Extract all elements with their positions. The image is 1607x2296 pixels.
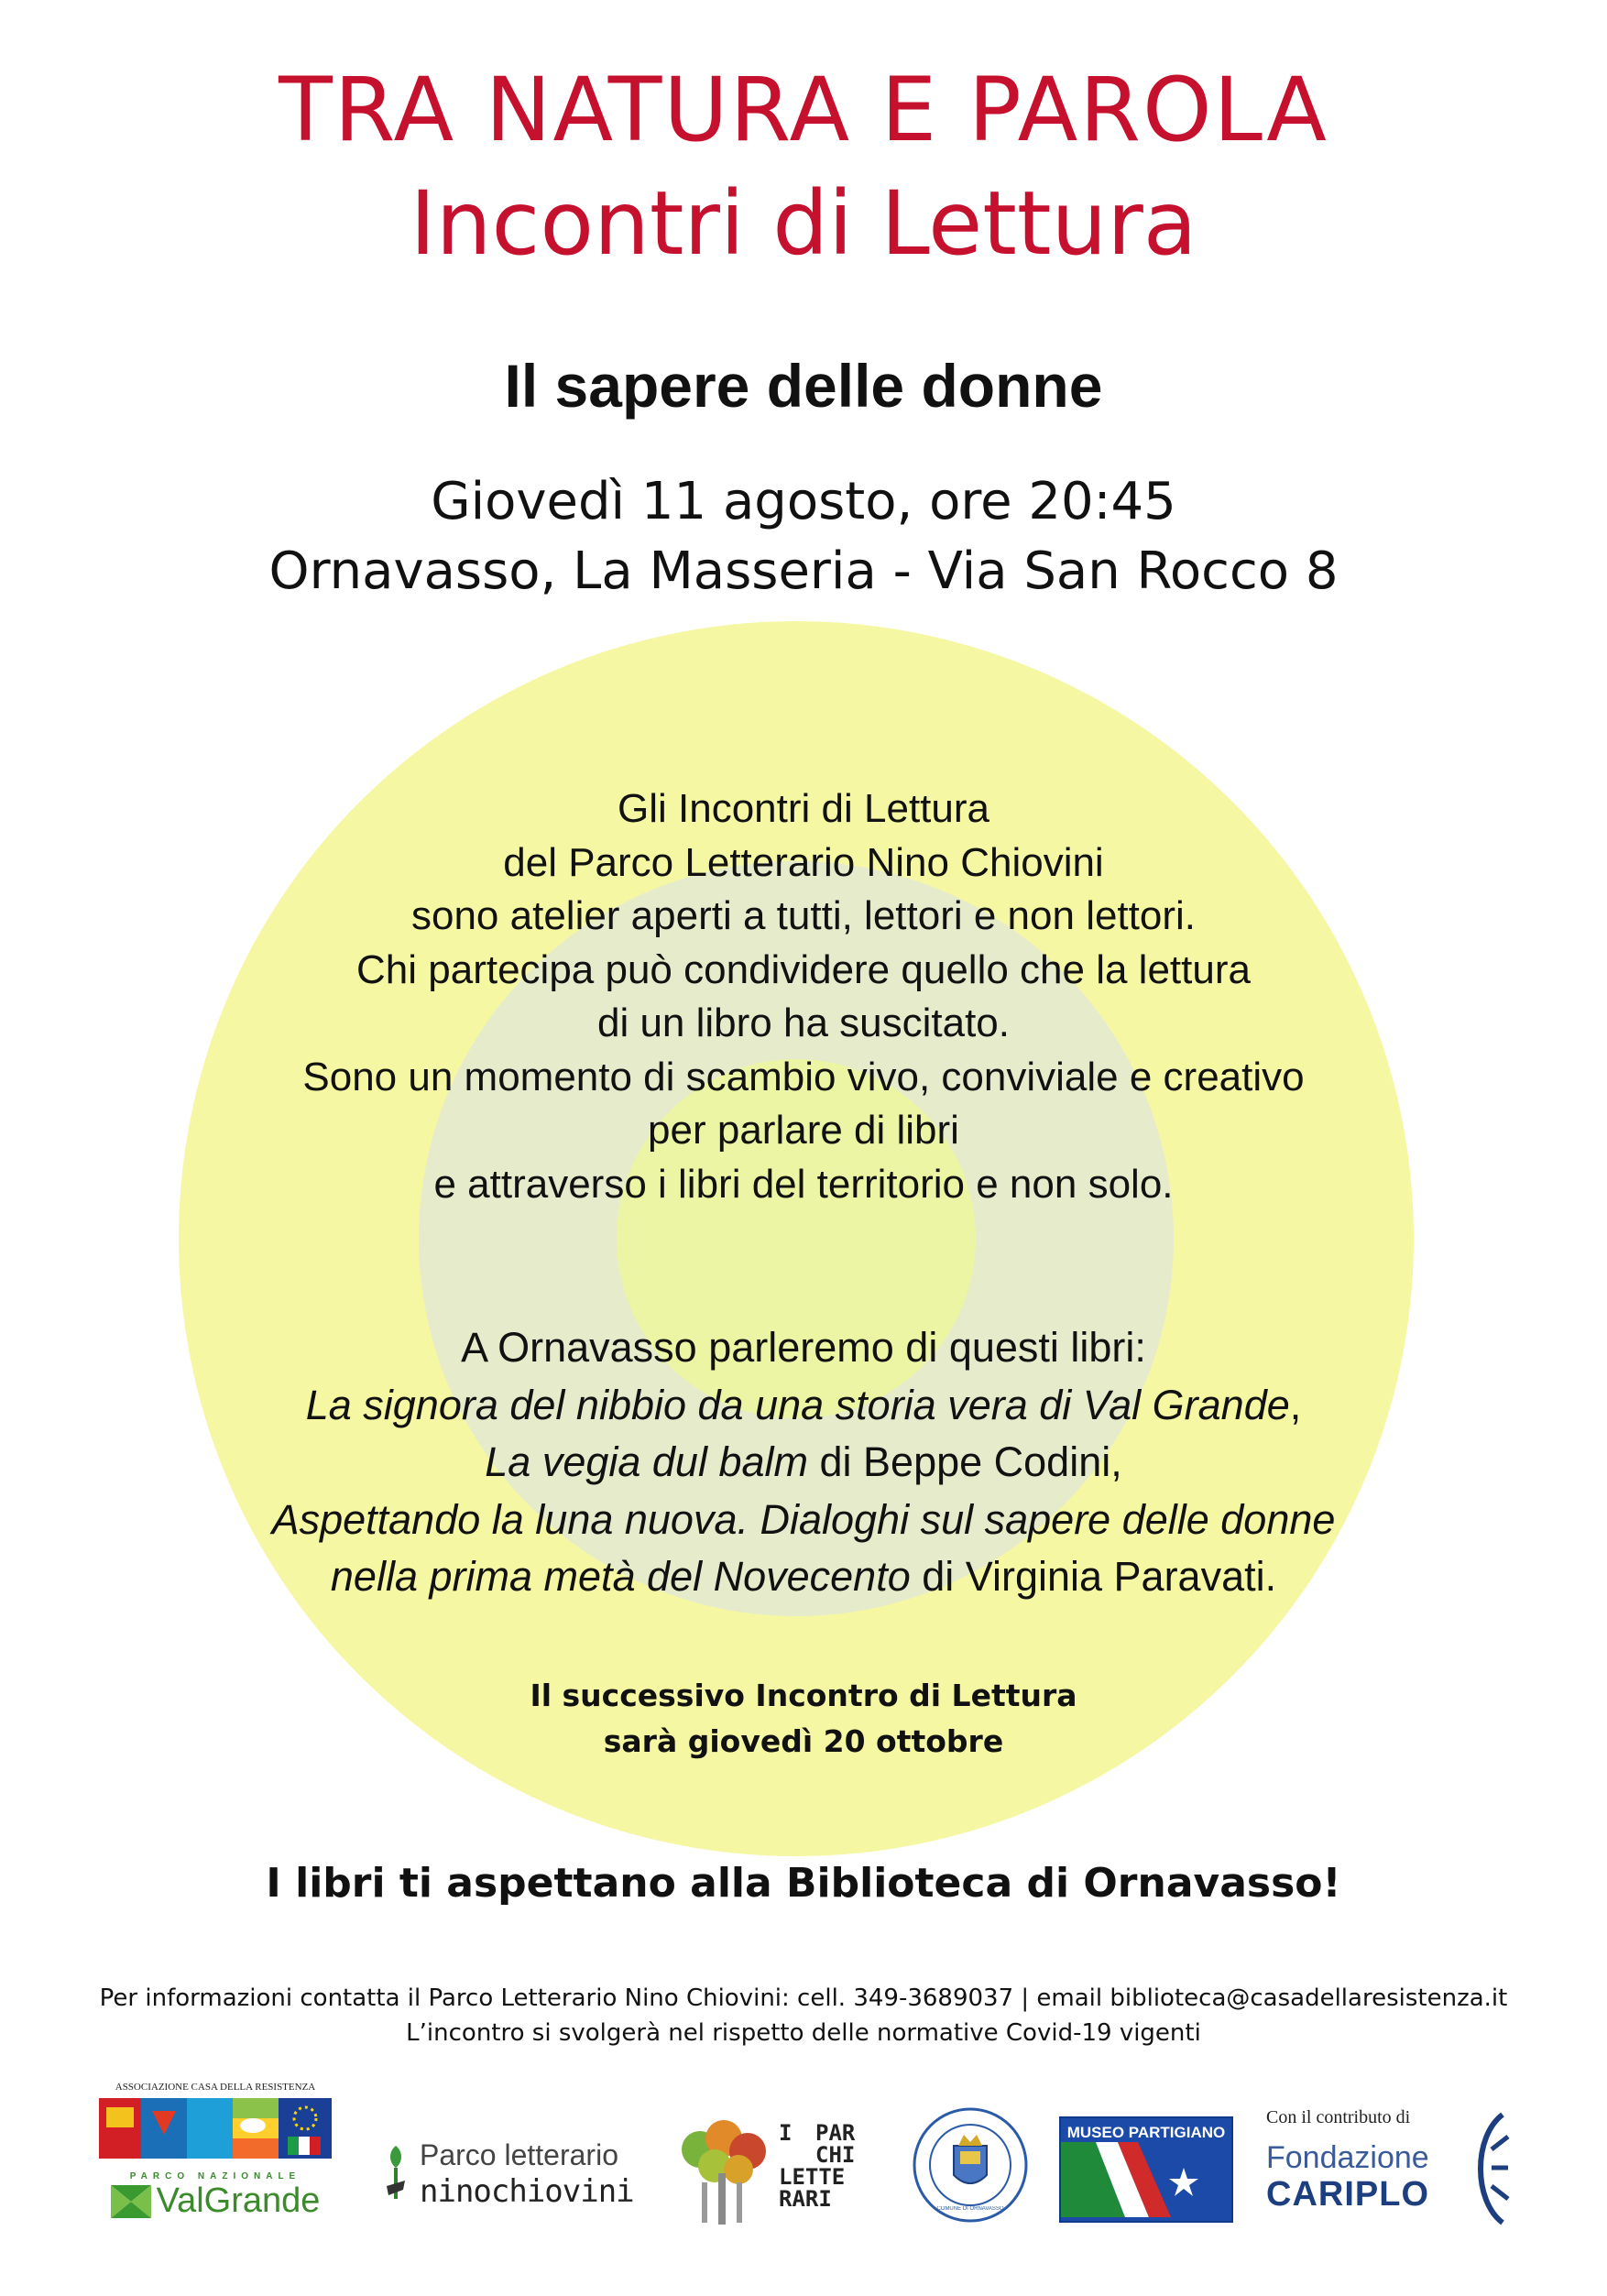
flag-star-icon (1061, 2142, 1231, 2217)
intro-line: Gli Incontri di Lettura (618, 786, 989, 831)
books-paragraph (0, 1319, 1607, 1606)
contact-info (0, 1981, 1607, 2050)
parchi-letterari-word: RARI (779, 2186, 832, 2212)
valgrande-row (99, 2181, 332, 2221)
parco-letterario-label: Parco letterario (420, 2138, 618, 2171)
book-line-tail: , (1289, 1381, 1302, 1428)
casa-resistenza-logo (99, 2082, 332, 2252)
event-place: Ornavasso, La Masseria - Via San Rocco 8 (268, 541, 1339, 601)
intro-line: del Parco Letterario Nino Chiovini (503, 839, 1104, 885)
comune-seal-label: COMUNE DI ORNAVASSO (936, 2206, 1004, 2212)
book-author: di Beppe Codini, (808, 1438, 1122, 1485)
tree-icon (674, 2118, 770, 2226)
parco-letterario-chiovini-logo (383, 2135, 649, 2217)
closing-line: I libri ti aspettano alla Biblioteca di Ornavasso! (266, 1860, 1341, 1907)
intro-line: e attraverso i libri del territorio e non solo. (433, 1161, 1174, 1207)
intro-line: Sono un momento di scambio vivo, conviviale e creativo (302, 1054, 1305, 1099)
books-lead: A Ornavasso parleremo di questi libri: (461, 1324, 1146, 1371)
poster-subtitle: Incontri di Lettura (410, 172, 1197, 275)
fondazione-label: Fondazione (1266, 2140, 1429, 2175)
book-title: La vegia dul balm (485, 1438, 808, 1485)
book-author: di Virginia Paravati. (910, 1553, 1277, 1600)
comune-ornavasso-seal (913, 2107, 1028, 2223)
next-meeting-line: Il successivo Incontro di Lettura (530, 1678, 1077, 1713)
intro-line: sono atelier aperti a tutti, lettori e non lettori. (410, 893, 1197, 938)
intro-line: per parlare di libri (648, 1108, 959, 1153)
book-line (0, 1492, 1607, 1549)
contributo-label: Con il contributo di (1266, 2107, 1411, 2127)
book-line (0, 1434, 1607, 1492)
next-meeting-line: sarà giovedì 20 ottobre (603, 1723, 1004, 1759)
parchi-letterari-word: LETTE (779, 2164, 846, 2190)
book-title: La signora del nibbio da una storia vera di Val Grande (305, 1381, 1290, 1428)
event-date: Giovedì 11 agosto, ore 20:45 (431, 472, 1176, 531)
valgrande-logo (99, 2171, 332, 2221)
next-meeting (0, 1673, 1607, 1765)
museo-label: MUSEO PARTIGIANO (1066, 2124, 1226, 2141)
event-topic: Il sapere delle donne (504, 352, 1103, 420)
parchi-letterari-word: PAR (815, 2120, 856, 2146)
cariplo-mark-icon (1460, 2109, 1514, 2228)
book-line (0, 1377, 1607, 1435)
leaf-figure-icon (383, 2142, 409, 2206)
parchi-letterari-word: CHI (815, 2142, 856, 2168)
parchi-letterari-text (779, 2122, 855, 2210)
covid-note: L’incontro si svolgerà nel rispetto delle normative Covid-19 vigenti (406, 2019, 1201, 2047)
parco-nazionale-label: PARCO NAZIONALE (129, 2171, 301, 2181)
nino-chiovini-label: ninochiovini (420, 2173, 634, 2210)
parchi-letterari-logo (674, 2118, 891, 2228)
cariplo-label: CARIPLO (1266, 2175, 1429, 2214)
museo-partigiano-logo (1059, 2116, 1233, 2223)
contact-line: Per informazioni contatta il Parco Letterario Nino Chiovini: cell. 349-3689037 | email biblioteca@casadellaresistenza.it (99, 1984, 1508, 2012)
intro-line: di un libro ha suscitato. (596, 1000, 1011, 1045)
book-line (0, 1548, 1607, 1606)
intro-paragraph (0, 782, 1607, 1211)
intro-line: Chi partecipa può condividere quello che la lettura (356, 946, 1251, 992)
casa-resistenza-label: ASSOCIAZIONE CASA DELLA RESISTENZA (115, 2082, 316, 2093)
valgrande-mark-icon (111, 2185, 151, 2218)
parchi-letterari-word: I (779, 2120, 793, 2146)
book-title: nella prima metà del Novecento (330, 1553, 911, 1600)
valgrande-label: ValGrande (156, 2181, 321, 2220)
fondazione-cariplo-logo (1266, 2104, 1514, 2232)
flags-icon (99, 2098, 332, 2162)
book-title: Aspettando la luna nuova. Dialoghi sul sapere delle donne (271, 1495, 1336, 1543)
poster-title: TRA NATURA E PAROLA (279, 59, 1328, 161)
